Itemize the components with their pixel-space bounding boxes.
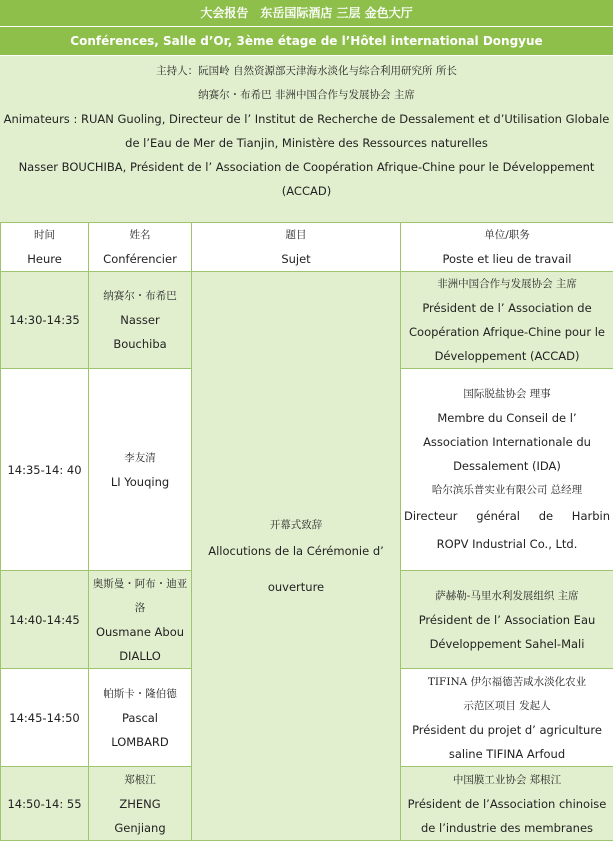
speaker-cell: 李友清 LI Youqing (89, 369, 192, 571)
session-title-fr: Conférences, Salle d’Or, 3ème étage de l’Hôtel international Dongyue (0, 26, 613, 55)
column-header-row (1, 223, 613, 272)
time-cell: 14:35-14: 40 (1, 369, 89, 571)
speaker-cell: 郑根江 ZHENG Genjiang (89, 767, 192, 841)
time-cell: 14:50-14: 55 (1, 767, 89, 841)
time-cell: 14:30-14:35 (1, 272, 89, 369)
subject-cell: 开幕式致辞 Allocutions de la Cérémonie d’ ouverture (192, 272, 401, 841)
hosts-line: de l’Eau de Mer de Tianjin, Ministère des Ressources naturelles (0, 131, 613, 155)
speaker-cell: 奥斯曼・阿布・迪亚洛 Ousmane Abou DIALLO (89, 571, 192, 669)
hosts-line: 纳赛尔・布希巴 非洲中国合作与发展协会 主席 (0, 83, 613, 107)
hosts-line: Nasser BOUCHIBA, Président de l’ Association de Coopération Afrique-Chine pour le Développement (0, 155, 613, 179)
col-subject: 题目 Sujet (192, 223, 401, 272)
hosts-block (0, 55, 613, 222)
post-cell: 中国膜工业协会 郑根江 Président de l’Association chinoise de l’industrie des membranes (401, 767, 613, 841)
hosts-line: Animateurs : RUAN Guoling, Directeur de l’ Institut de Recherche de Dessalement et d’Utilisation Globale (0, 107, 613, 131)
post-cell: 非洲中国合作与发展协会 主席 Président de l’ Association de Coopération Afrique-Chine pour le Développement (ACCAD) (401, 272, 613, 369)
hosts-line: 主持人：阮国岭 自然资源部天津海水淡化与综合利用研究所 所长 (0, 59, 613, 83)
program-table (0, 222, 613, 841)
speaker-cell: 帕斯卡・隆伯德 Pascal LOMBARD (89, 669, 192, 767)
post-cell: 国际脱盐协会 理事 Membre du Conseil de l’ Association Internationale du Dessalement (IDA) 哈尔滨乐普实业有限公司 总经理 Directeur général de Harbin ROPV Industrial Co., Ltd. (401, 369, 613, 571)
session-title-cn: 大会报告 东岳国际酒店 三层 金色大厅 (0, 0, 613, 26)
time-cell: 14:45-14:50 (1, 669, 89, 767)
hosts-line: (ACCAD) (0, 179, 613, 203)
table-row (1, 272, 613, 369)
speaker-cell: 纳赛尔・布希巴 Nasser Bouchiba (89, 272, 192, 369)
session-header (0, 0, 613, 55)
col-time: 时间 Heure (1, 223, 89, 272)
post-cell: TIFINA 伊尔福德苦咸水淡化农业 示范区项目 发起人 Président du projet d’ agriculture saline TIFINA Arfoud (401, 669, 613, 767)
col-name: 姓名 Conférencier (89, 223, 192, 272)
time-cell: 14:40-14:45 (1, 571, 89, 669)
col-post: 单位/职务 Poste et lieu de travail (401, 223, 613, 272)
post-cell: 萨赫勒-马里水利发展组织 主席 Président de l’ Association Eau Développement Sahel-Mali (401, 571, 613, 669)
